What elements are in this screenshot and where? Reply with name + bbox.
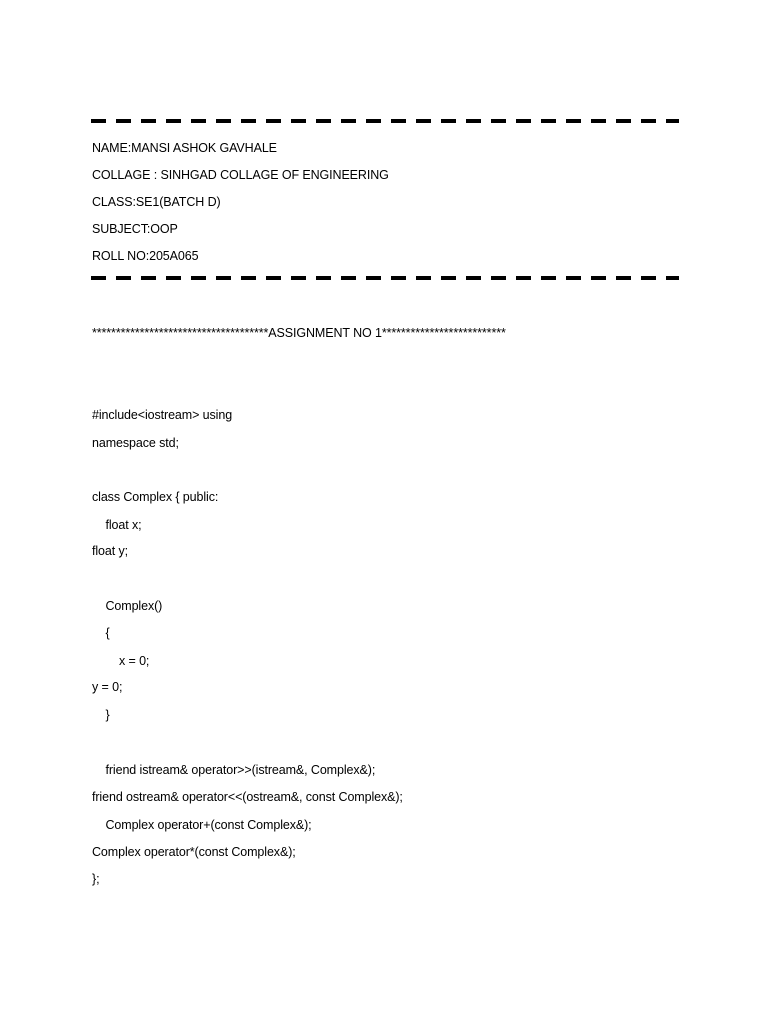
code-line: } (92, 708, 110, 722)
code-line: #include<iostream> using (92, 408, 233, 422)
assignment-title: *************************************ASSIGNMENT NO 1************************** (92, 326, 506, 340)
dashed-divider-top (91, 119, 679, 123)
code-line: }; (92, 872, 100, 886)
subject-info: SUBJECT:OOP (92, 222, 178, 236)
class-info: CLASS:SE1(BATCH D) (92, 195, 221, 209)
code-line: float x; (92, 518, 142, 532)
code-line: float y; (92, 544, 129, 558)
code-line: x = 0; (92, 654, 150, 668)
code-line: y = 0; (92, 680, 123, 694)
roll-number: ROLL NO:205A065 (92, 249, 199, 263)
college-name: COLLAGE : SINHGAD COLLAGE OF ENGINEERING (92, 168, 389, 182)
dashed-divider-bottom (91, 276, 679, 280)
code-line: namespace std; (92, 436, 179, 450)
code-line: Complex operator+(const Complex&); (92, 818, 312, 832)
code-line: class Complex { public: (92, 490, 219, 504)
code-line: Complex() (92, 599, 163, 613)
code-line: Complex operator*(const Complex&); (92, 845, 296, 859)
student-name: NAME:MANSI ASHOK GAVHALE (92, 141, 277, 155)
code-line: friend istream& operator>>(istream&, Complex&); (92, 763, 376, 777)
code-line: { (92, 626, 110, 640)
code-line: friend ostream& operator<<(ostream&, const Complex&); (92, 790, 403, 804)
